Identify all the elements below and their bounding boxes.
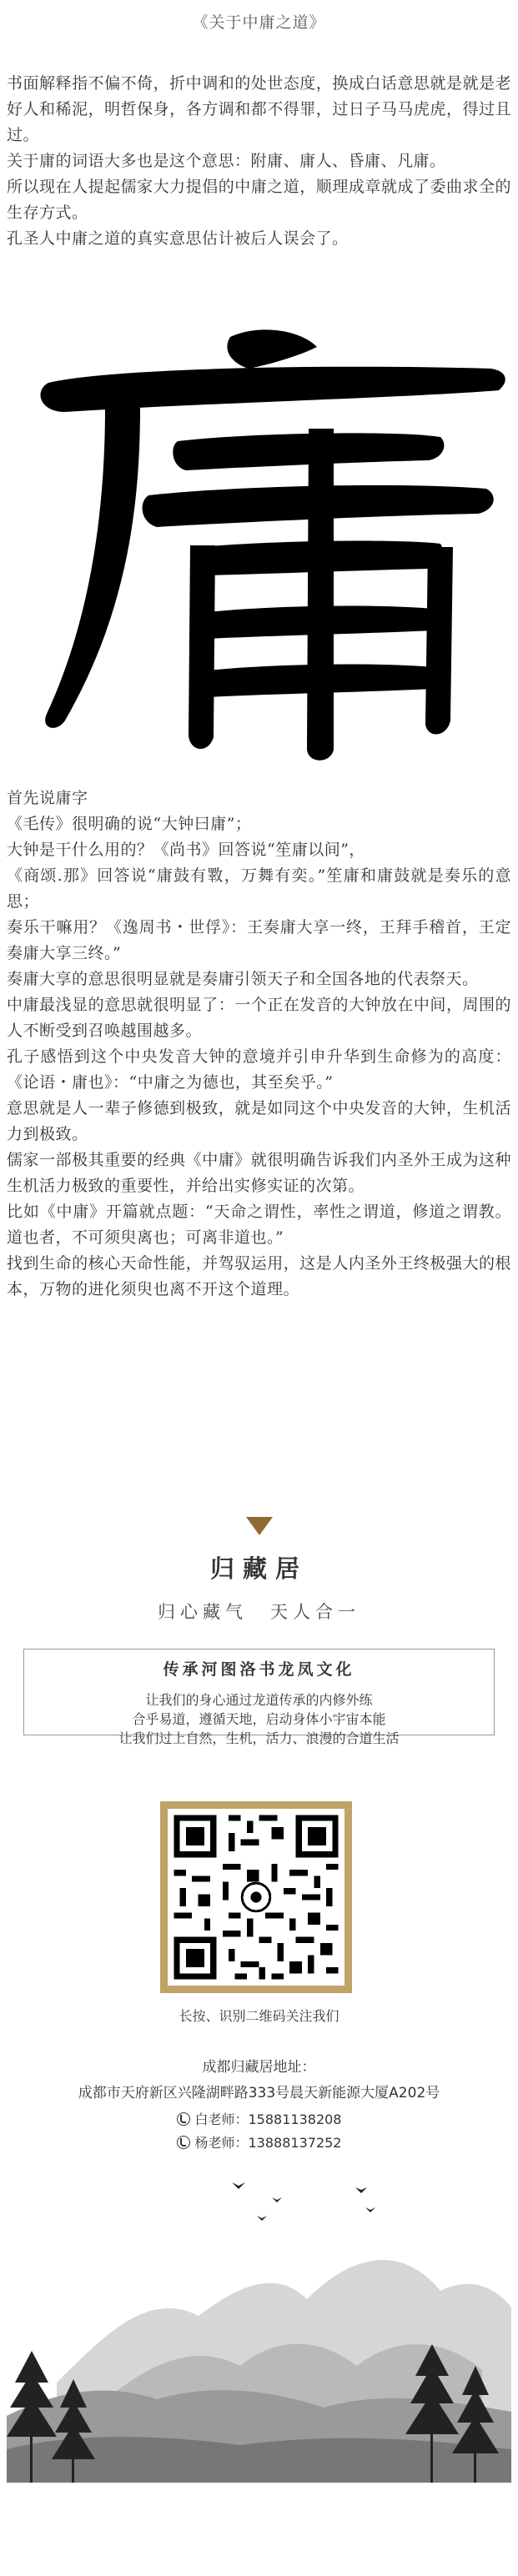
paragraph: 书面解释指不偏不倚，折中调和的处世态度，换成白话意思就是就是老好人和稀泥，明哲保身，各方调和都不得罪，过日子马马虎虎，得过且过。 — [7, 74, 511, 144]
calligraphy-character-image — [7, 304, 511, 771]
paragraph: 孔子感悟到这个中央发音大钟的意境并引申升华到生命修为的高度：《论语・庸也》：“中庸之为德也，其至矣乎。” — [7, 1047, 511, 1092]
mission-title: 传承河图洛书龙凤文化 — [163, 1660, 355, 1679]
phone-icon — [177, 2112, 190, 2126]
paragraph: 比如《中庸》开篇就点题：“天命之谓性，率性之谓道，修道之谓教。道也者，不可须臾离也；可离非道也。” — [7, 1203, 511, 1247]
qr-code[interactable] — [160, 1801, 352, 1993]
calligraphy-image — [7, 304, 511, 771]
birds — [232, 2182, 375, 2221]
qr-caption: 长按、识别二维码关注我们 — [179, 2008, 339, 2024]
calligraphy-strokes — [40, 329, 505, 760]
mission-line: 让我们的身心通过龙道传承的内修外练 — [145, 1692, 373, 1708]
paragraph: 首先说庸字 — [7, 789, 88, 807]
paragraph: 大钟是干什么用的？《尚书》回答说“笙庸以间”， — [7, 841, 365, 859]
mission-line: 合乎易道，遵循天地，启动身体小宇宙本能 — [132, 1711, 386, 1727]
intro-section — [7, 71, 511, 252]
address-heading: 成都归藏居地址： — [202, 2059, 316, 2076]
brand-slogan: 归心藏气 天人合一 — [158, 1602, 360, 1622]
promo-card — [7, 1507, 511, 2491]
qr-code-image — [168, 1809, 344, 1986]
section-two — [7, 786, 511, 1303]
mission-line: 让我们过上自然，生机，活力、浪漫的合道生活 — [118, 1730, 400, 1746]
paragraph: 奏乐干嘛用？《逸周书・世俘》：王奏庸大享一终，王拜手稽首，王定奏庸大享三终。” — [7, 918, 511, 962]
paragraph: 所以现在人提起儒家大力提倡的中庸之道，顺理成章就成了委曲求全的生存方式。 — [7, 178, 511, 222]
brand-name: 归藏居 — [209, 1554, 308, 1583]
contact-text: 白老师：15881138208 — [194, 2112, 342, 2127]
paragraph: 《商颂.那》回答说“庸鼓有斁，万舞有奕。”笙庸和庸鼓就是奏乐的意思； — [7, 866, 511, 911]
article — [0, 10, 518, 1303]
paragraph: 中庸最浅显的意思就很明显了：一个正在发音的大钟放在中间，周围的人不断受到召唤越围越多。 — [7, 996, 511, 1040]
phone-icon — [177, 2136, 190, 2149]
paragraph: 奏庸大享的意思很明显就是奏庸引领天子和全国各地的代表祭天。 — [7, 970, 479, 988]
paragraph: 意思就是人一辈子修德到极致，就是如同这个中央发音的大钟，生机活力到极致。 — [7, 1099, 511, 1143]
paragraph: 孔圣人中庸之道的真实意思估计被后人误会了。 — [7, 229, 349, 248]
paragraph: 儒家一部极其重要的经典《中庸》就很明确告诉我们内圣外王成为这种生机活力极致的重要性，并给出实修实证的次第。 — [7, 1151, 511, 1195]
paragraph: 《毛传》很明确的说“大钟曰庸”； — [7, 815, 252, 833]
contact-text: 杨老师：13888137252 — [194, 2135, 342, 2151]
paragraph: 找到生命的核心天命性能，并驾驭运用，这是人内圣外王终极强大的根本，万物的进化须臾也离不开这个道理。 — [7, 1254, 511, 1298]
ink-landscape-image — [7, 2166, 511, 2483]
contact-line[interactable] — [7, 2132, 511, 2152]
mission-lines — [7, 1690, 511, 1748]
contact-line[interactable] — [7, 2109, 511, 2128]
address: 成都市天府新区兴隆湖畔路333号晨天新能源大厦A202号 — [78, 2085, 440, 2101]
article-title: 《关于中庸之道》 — [192, 13, 326, 32]
paragraph: 关于庸的词语大多也是这个意思：附庸、庸人、昏庸、凡庸。 — [7, 152, 446, 170]
triangle-marker-icon — [246, 1517, 273, 1535]
